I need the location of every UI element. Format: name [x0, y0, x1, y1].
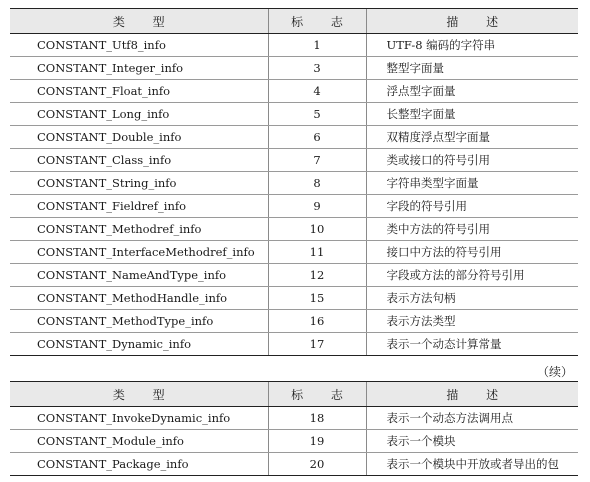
table-row [10, 287, 578, 310]
description-cell: 整型字面量 [366, 57, 578, 80]
type-cell: CONSTANT_Package_info [10, 453, 268, 476]
table-row [10, 80, 578, 103]
header-type: 类 型 [10, 382, 268, 407]
tag-cell: 4 [268, 80, 366, 103]
table-header-continued [10, 382, 578, 407]
type-cell: CONSTANT_Double_info [10, 126, 268, 149]
description-cell: 浮点型字面量 [366, 80, 578, 103]
type-cell: CONSTANT_MethodType_info [10, 310, 268, 333]
description-cell: 表示一个模块中开放或者导出的包 [366, 453, 578, 476]
type-cell: CONSTANT_Utf8_info [10, 34, 268, 57]
table-row [10, 126, 578, 149]
table-row [10, 407, 578, 430]
description-cell: 类中方法的符号引用 [366, 218, 578, 241]
description-cell: 表示方法句柄 [366, 287, 578, 310]
tag-cell: 9 [268, 195, 366, 218]
table-row [10, 172, 578, 195]
type-cell: CONSTANT_Fieldref_info [10, 195, 268, 218]
type-cell: CONSTANT_Float_info [10, 80, 268, 103]
table-row [10, 241, 578, 264]
type-cell: CONSTANT_InvokeDynamic_info [10, 407, 268, 430]
table-row [10, 453, 578, 476]
header-type: 类 型 [10, 9, 268, 34]
type-cell: CONSTANT_NameAndType_info [10, 264, 268, 287]
description-cell: 双精度浮点型字面量 [366, 126, 578, 149]
tag-cell: 5 [268, 103, 366, 126]
description-cell: 表示一个动态方法调用点 [366, 407, 578, 430]
table-body-continued [10, 407, 578, 476]
table-row [10, 264, 578, 287]
description-cell: 字段或方法的部分符号引用 [366, 264, 578, 287]
description-cell: 接口中方法的符号引用 [366, 241, 578, 264]
continued-label: （续） [537, 365, 574, 379]
tag-cell: 17 [268, 333, 366, 356]
tag-cell: 12 [268, 264, 366, 287]
type-cell: CONSTANT_Methodref_info [10, 218, 268, 241]
description-cell: 字符串类型字面量 [366, 172, 578, 195]
tag-cell: 20 [268, 453, 366, 476]
table-row [10, 310, 578, 333]
type-cell: CONSTANT_Integer_info [10, 57, 268, 80]
type-cell: CONSTANT_Class_info [10, 149, 268, 172]
tag-cell: 7 [268, 149, 366, 172]
tag-cell: 3 [268, 57, 366, 80]
table-row [10, 103, 578, 126]
type-cell: CONSTANT_Module_info [10, 430, 268, 453]
description-cell: 表示一个模块 [366, 430, 578, 453]
description-cell: 表示一个动态计算常量 [366, 333, 578, 356]
tag-cell: 16 [268, 310, 366, 333]
table-row [10, 34, 578, 57]
tag-cell: 15 [268, 287, 366, 310]
tag-cell: 1 [268, 34, 366, 57]
table-row [10, 57, 578, 80]
tag-cell: 11 [268, 241, 366, 264]
type-cell: CONSTANT_Dynamic_info [10, 333, 268, 356]
header-row [10, 9, 578, 34]
tag-cell: 10 [268, 218, 366, 241]
type-cell: CONSTANT_InterfaceMethodref_info [10, 241, 268, 264]
type-cell: CONSTANT_String_info [10, 172, 268, 195]
table-row [10, 333, 578, 356]
header-desc: 描 述 [366, 382, 578, 407]
description-cell: 长整型字面量 [366, 103, 578, 126]
description-cell: 类或接口的符号引用 [366, 149, 578, 172]
header-row [10, 382, 578, 407]
header-desc: 描 述 [366, 9, 578, 34]
table-row [10, 149, 578, 172]
table-row [10, 218, 578, 241]
type-cell: CONSTANT_MethodHandle_info [10, 287, 268, 310]
table-body [10, 34, 578, 356]
header-tag: 标 志 [268, 382, 366, 407]
tag-cell: 8 [268, 172, 366, 195]
constant-pool-table [10, 8, 578, 356]
type-cell: CONSTANT_Long_info [10, 103, 268, 126]
constant-pool-table-continued [10, 381, 578, 476]
tag-cell: 6 [268, 126, 366, 149]
table-header [10, 9, 578, 34]
description-cell: UTF-8 编码的字符串 [366, 34, 578, 57]
description-cell: 字段的符号引用 [366, 195, 578, 218]
tag-cell: 19 [268, 430, 366, 453]
tag-cell: 18 [268, 407, 366, 430]
header-tag: 标 志 [268, 9, 366, 34]
table-row [10, 430, 578, 453]
description-cell: 表示方法类型 [366, 310, 578, 333]
table-row [10, 195, 578, 218]
